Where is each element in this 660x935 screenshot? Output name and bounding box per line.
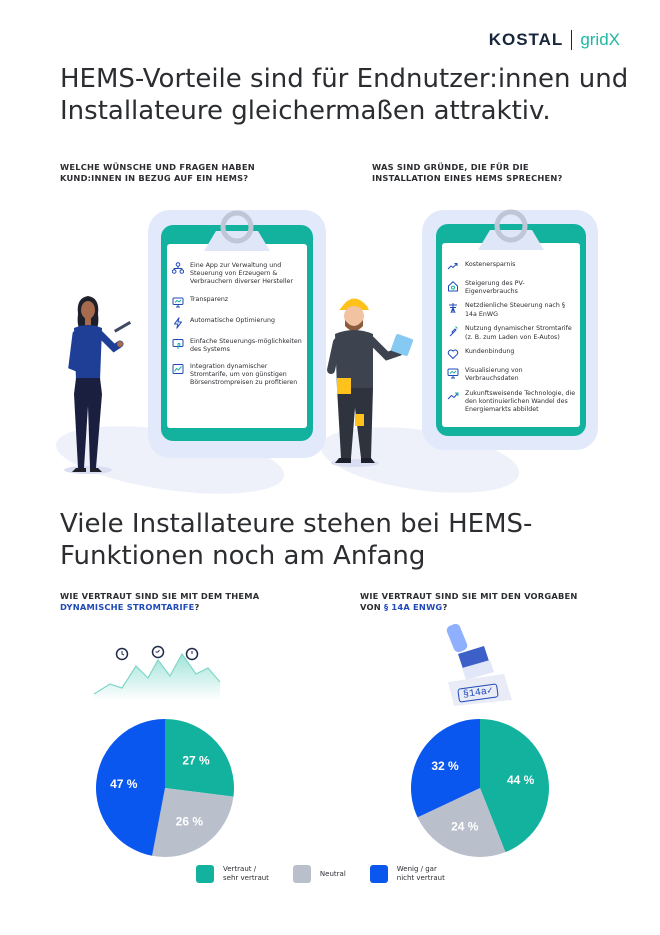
pie-label-neutral: 26 % xyxy=(175,814,204,829)
right-clipboard-clip-icon xyxy=(474,206,548,252)
chart-1-question-line1: WIE VERTRAUT SIND SIE MIT DEM THEMA xyxy=(60,591,260,601)
home-solar-icon xyxy=(447,280,459,292)
touch-icon xyxy=(172,338,184,350)
list-item xyxy=(172,363,304,388)
chart-1-question-suffix: ? xyxy=(194,602,200,612)
list-item xyxy=(172,317,304,329)
chart-2-question-highlight: § 14A ENWG xyxy=(383,602,443,612)
monitor-icon xyxy=(447,367,459,379)
pie-chart-14a-enwg xyxy=(405,713,555,863)
gridx-logo: gridX xyxy=(580,30,620,49)
list-item-text: Automatische Optimierung xyxy=(190,316,275,324)
list-item xyxy=(447,367,577,383)
list-item xyxy=(447,390,577,415)
woman-with-tablet-illustration xyxy=(56,290,136,475)
legend-item-neutral xyxy=(293,865,346,883)
list-item xyxy=(447,302,577,318)
list-item-text: Transparenz xyxy=(190,295,229,303)
lightning-icon xyxy=(172,317,184,329)
chart-icon xyxy=(172,363,184,375)
chart-1-question-highlight: DYNAMISCHE STROMTARIFE xyxy=(60,602,195,612)
kostal-logo: KOSTAL xyxy=(488,30,564,49)
trend-icon xyxy=(447,390,459,402)
clock-icon xyxy=(153,647,164,658)
left-clipboard-clip-icon xyxy=(200,207,274,253)
network-icon xyxy=(172,262,184,274)
list-item-text: Steigerung des PV-Eigenverbrauchs xyxy=(465,279,525,295)
list-item-text: Eine App zur Verwaltung und Steuerung von Erzeugern & Verbrauchern diverser Hersteller xyxy=(190,262,293,286)
headline-benefits: HEMS-Vorteile sind für Endnutzer:innen und Installateure gleichermaßen attraktiv. xyxy=(60,64,629,126)
list-item xyxy=(447,325,577,341)
list-item-text: Visualisierung von Verbrauchsdaten xyxy=(465,366,523,382)
headline-installers: Viele Installateure stehen bei HEMS-Funktionen noch am Anfang xyxy=(60,509,533,571)
legend-item-unfamiliar xyxy=(370,865,445,883)
legend-label: Vertraut / xyxy=(223,865,257,873)
list-item xyxy=(172,262,304,287)
left-question: WELCHE WÜNSCHE UND FRAGEN HABEN KUND:INNEN IN BEZUG AUF EIN HEMS? xyxy=(60,162,255,183)
installer-illustration xyxy=(325,292,420,467)
list-item xyxy=(172,338,304,354)
chart-2-question-prefix: VON xyxy=(360,602,384,612)
list-item xyxy=(447,280,577,296)
right-question: WAS SIND GRÜNDE, DIE FÜR DIE INSTALLATION EINES HEMS SPRECHEN? xyxy=(372,162,563,183)
right-reason-list xyxy=(447,261,577,414)
list-item-text: Kostenersparnis xyxy=(465,261,516,268)
pie-label-neutral: 24 % xyxy=(451,819,479,834)
stamp-label: §14a✓ xyxy=(457,683,499,702)
pie-chart-dynamic-tariffs xyxy=(90,713,240,863)
chart-2-question-line1: WIE VERTRAUT SIND SIE MIT DEN VORGABEN xyxy=(360,591,578,601)
list-item xyxy=(172,296,304,308)
legend-swatch-grey xyxy=(293,865,311,883)
list-item-text: Kundenbindung xyxy=(465,348,515,356)
ev-plug-icon xyxy=(447,325,459,337)
legend-item-familiar xyxy=(196,865,269,883)
brand-separator xyxy=(571,30,572,50)
legend-label: sehr vertraut xyxy=(223,874,269,882)
pie-label-familiar: 27 % xyxy=(182,753,210,768)
power-pole-icon xyxy=(447,302,459,314)
pie-label-unfamiliar: 47 % xyxy=(110,777,138,792)
legend-swatch-teal xyxy=(196,865,214,883)
legend-label: Wenig / gar xyxy=(396,865,437,873)
list-item-text: Netzdienliche Steuerung nach § 14a EnWG xyxy=(465,302,566,318)
list-item-text: Einfache Steuerungs-möglichkeiten des Systems xyxy=(190,337,302,353)
heart-hand-icon xyxy=(447,348,459,360)
list-item-text: Nutzung dynamischer Stromtarife (z. B. zum Laden von E-Autos) xyxy=(465,325,572,341)
left-wish-list xyxy=(172,262,304,388)
brand-logo xyxy=(489,30,620,50)
savings-icon xyxy=(447,261,459,273)
legend-label: nicht vertraut xyxy=(396,874,445,882)
legend-label: Neutral xyxy=(319,869,346,878)
pie-label-familiar: 44 % xyxy=(506,773,535,788)
chart-legend xyxy=(196,865,445,883)
monitor-icon xyxy=(172,296,184,308)
clock-icon xyxy=(187,649,198,660)
list-item-text: Zukunftsweisende Technologie, die den kontinuierlichen Wandel des Energiemarkts abbildet xyxy=(465,389,576,414)
list-item-text: Integration dynamischer Stromtarife, um von günstigen Börsenstrompreisen zu profitieren xyxy=(190,363,298,387)
clock-icon xyxy=(117,649,128,660)
chart-1-question xyxy=(60,591,320,613)
pie-label-unfamiliar: 32 % xyxy=(431,758,459,773)
legend-swatch-blue xyxy=(370,865,388,883)
chart-2-question-suffix: ? xyxy=(442,602,448,612)
list-item xyxy=(447,348,577,360)
chart-2-question xyxy=(360,591,620,613)
dynamic-tariff-illustration xyxy=(92,638,222,706)
list-item xyxy=(447,261,577,273)
